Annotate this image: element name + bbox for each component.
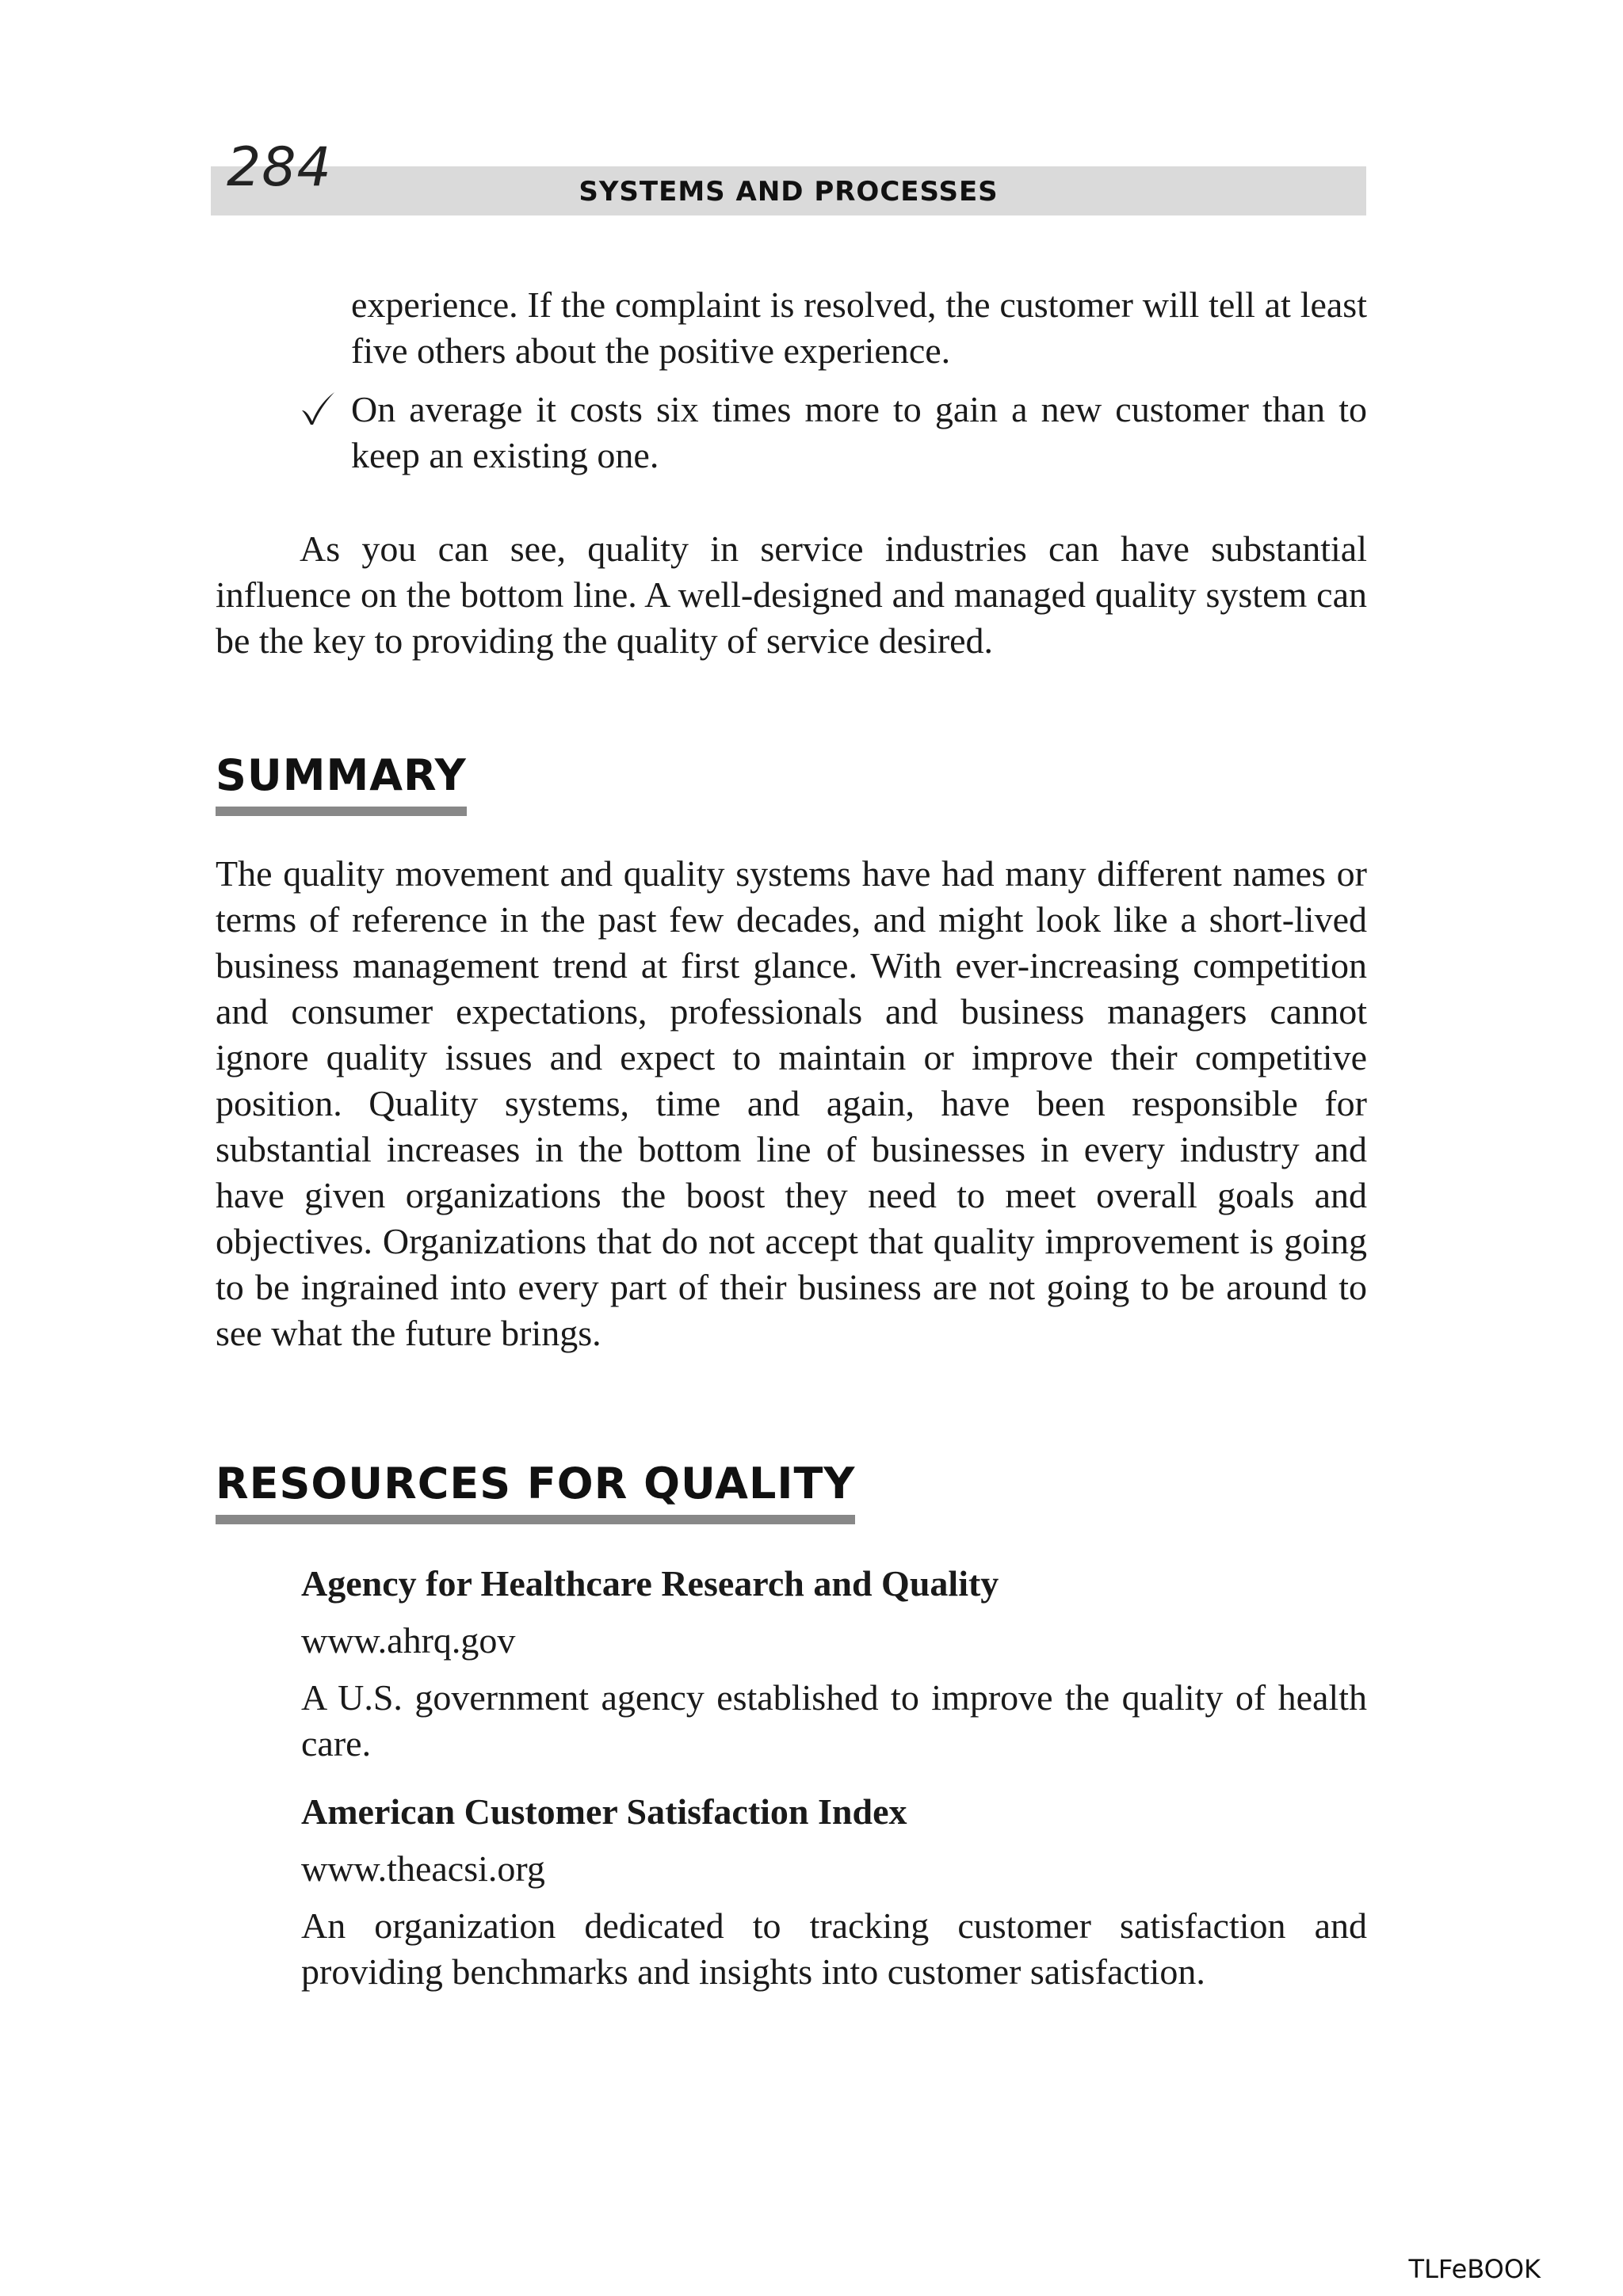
bullet-continuation-text: experience. If the complaint is resolved, the customer will tell at least five others about the positive experience.	[351, 284, 1367, 371]
resource-name-ahrq: Agency for Healthcare Research and Quality	[301, 1563, 999, 1604]
summary-heading: SUMMARY	[216, 751, 467, 816]
intro-paragraph: As you can see, quality in service industries can have substantial influence on the bottom line. A well-designed and managed quality system can be the key to providing the quality of service desired.	[216, 528, 1367, 661]
resource-url-ahrq: www.ahrq.gov	[301, 1620, 516, 1661]
page-number: 284	[227, 136, 332, 199]
resource-description-ahrq: A U.S. government agency established to improve the quality of health care.	[301, 1677, 1367, 1764]
bullet-item-cost: On average it costs six times more to gain a new customer than to keep an existing one.	[351, 389, 1367, 475]
checkmark-icon	[300, 390, 336, 426]
resource-url-acsi: www.theacsi.org	[301, 1848, 545, 1889]
summary-paragraph: The quality movement and quality systems have had many different names or terms of reference in the past few decades, and might look like a short-lived business management trend at first glance. With ever-increasing competition and consumer expectations, professionals and business managers cannot ignore quality issues and expect to maintain or improve their competitive position. Quality systems, time and again, have been responsible for substantial increases in the bottom line of businesses in every industry and have given organizations the boost they need to meet overall goals and objectives. Organizations that do not accept that quality improvement is going to be ingrained into every part of their business are not going to be around to see what the future brings.	[216, 853, 1367, 1353]
watermark: TLFeBOOK	[1408, 2254, 1541, 2284]
running-title: SYSTEMS AND PROCESSES	[579, 176, 999, 208]
resources-heading: RESOURCES FOR QUALITY	[216, 1459, 855, 1524]
resource-description-acsi: An organization dedicated to tracking customer satisfaction and providing benchmarks and insights into customer satisfaction.	[301, 1905, 1367, 1992]
resource-name-acsi: American Customer Satisfaction Index	[301, 1791, 907, 1832]
